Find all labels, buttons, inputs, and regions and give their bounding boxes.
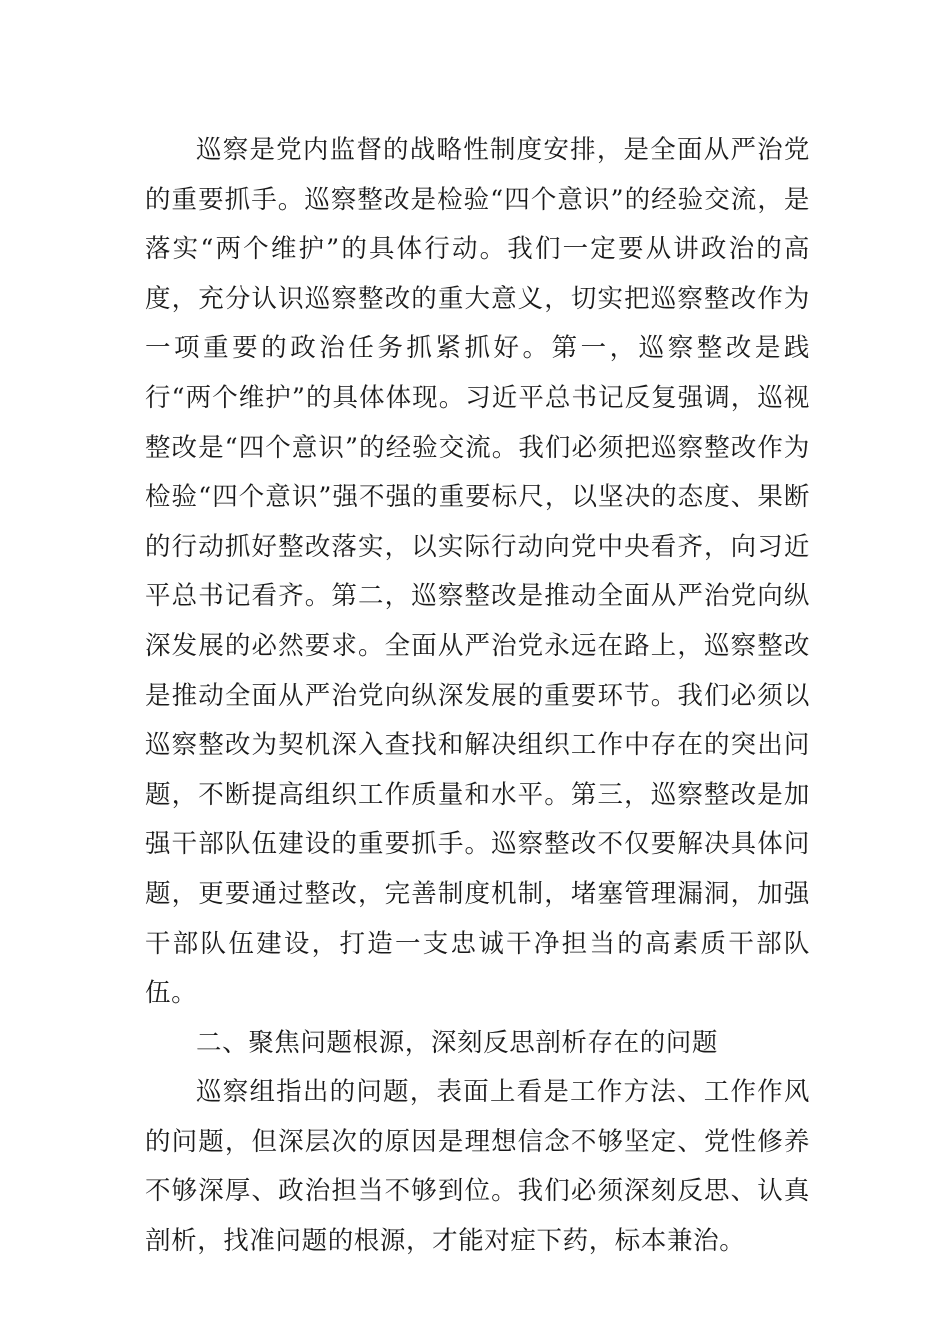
section-heading-2: 二、聚焦问题根源，深刻反思剖析存在的问题: [196, 1027, 719, 1058]
paragraph-inspection-significance: 巡察是党内监督的战略性制度安排，是全面从严治党的重要抓手。巡察整改是检验“四个意识”的经验交流，是落实“两个维护”的具体行动。我们一定要从讲政治的高度，充分认识巡察整改的重大意义，切实把巡察整改作为一项重要的政治任务抓紧抓好。第一，巡察整改是践行“两个维护”的具体体现。习近平总书记反复强调，巡视整改是“四个意识”的经验交流。我们必须把巡察整改作为检验“四个意识”强不强的重要标尺，以坚决的态度、果断的行动抓好整改落实，以实际行动向党中央看齐，向习近平总书记看齐。第二，巡察整改是推动全面从严治党向纵深发展的必然要求。全面从严治党永远在路上，巡察整改是推动全面从严治党向纵深发展的重要环节。我们必须以巡察整改为契机深入查找和解决组织工作中存在的突出问题，不断提高组织工作质量和水平。第三，巡察整改是加强干部队伍建设的重要抓手。巡察整改不仅要解决具体问题，更要通过整改，完善制度机制，堵塞管理漏洞，加强干部队伍建设，打造一支忠诚干净担当的高素质干部队伍。: [145, 135, 810, 1009]
paragraph-problem-roots: 巡察组指出的问题，表面上看是工作方法、工作作风的问题，但深层次的原因是理想信念不够坚定、党性修养不够深厚、政治担当不够到位。我们必须深刻反思、认真剖析，找准问题的根源，才能对症下药，标本兼治。: [145, 1077, 810, 1257]
document-body: [145, 126, 810, 1267]
